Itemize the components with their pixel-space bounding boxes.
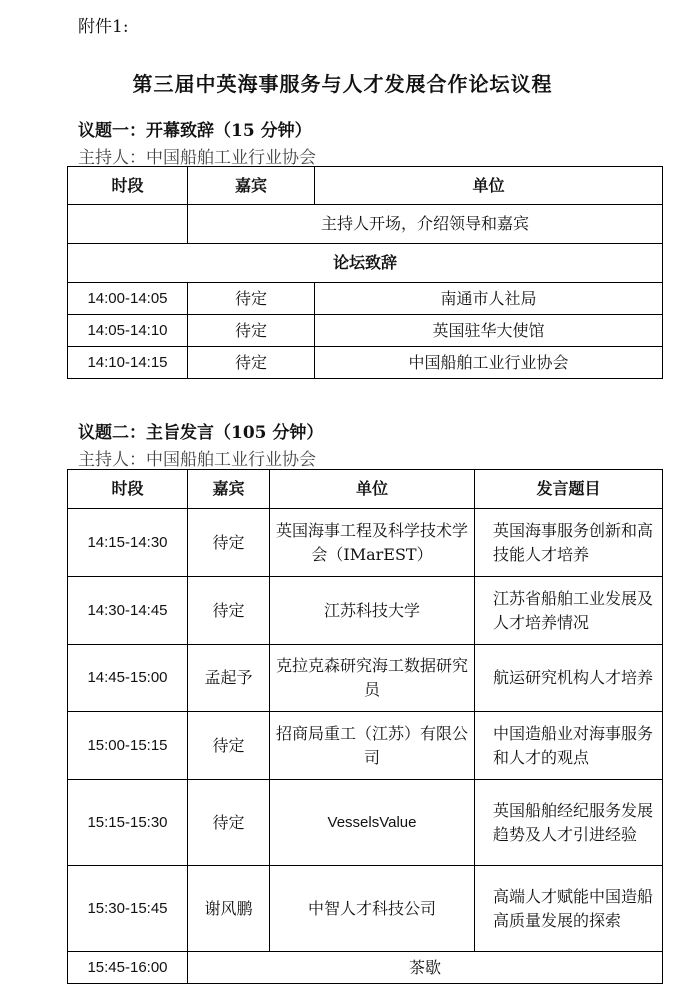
header-guest: 嘉宾	[188, 470, 270, 509]
attachment-label: 附件1:	[78, 17, 129, 37]
guest-cell: 孟起予	[188, 645, 270, 712]
table-row	[68, 712, 663, 780]
session1-host: 主持人：中国船舶工业行业协会	[78, 148, 316, 168]
table-row	[68, 315, 663, 347]
topic-cell: 英国海事服务创新和高技能人才培养	[475, 509, 663, 577]
table-row	[68, 509, 663, 577]
header-time: 时段	[68, 167, 188, 205]
table-row	[68, 645, 663, 712]
time-cell: 15:15-15:30	[68, 780, 188, 866]
guest-cell: 待定	[188, 347, 315, 379]
header-topic: 发言题目	[475, 470, 663, 509]
session2-host: 主持人：中国船舶工业行业协会	[78, 450, 316, 470]
header-org: 单位	[270, 470, 475, 509]
session2-table	[67, 469, 663, 984]
org-cell: 江苏科技大学	[270, 577, 475, 645]
section-row	[68, 244, 663, 283]
guest-cell: 待定	[188, 780, 270, 866]
header-guest: 嘉宾	[188, 167, 315, 205]
org-cell: VesselsValue	[270, 780, 475, 866]
table-row	[68, 283, 663, 315]
table-row	[68, 780, 663, 866]
session1-table	[67, 166, 663, 379]
guest-cell: 待定	[188, 283, 315, 315]
topic-cell: 江苏省船舶工业发展及人才培养情况	[475, 577, 663, 645]
guest-cell: 待定	[188, 509, 270, 577]
guest-cell: 谢风鹏	[188, 866, 270, 952]
page-title: 第三届中英海事服务与人才发展合作论坛议程	[132, 72, 553, 96]
topic-cell: 英国船舶经纪服务发展趋势及人才引进经验	[475, 780, 663, 866]
session1-heading: 议题一：开幕致辞（15 分钟）	[78, 121, 312, 141]
org-cell: 英国驻华大使馆	[315, 315, 663, 347]
section-label: 论坛致辞	[68, 244, 663, 283]
time-cell: 15:00-15:15	[68, 712, 188, 780]
guest-cell: 待定	[188, 577, 270, 645]
org-cell: 中智人才科技公司	[270, 866, 475, 952]
org-cell: 英国海事工程及科学技术学会（IMarEST）	[270, 509, 475, 577]
table-row	[68, 347, 663, 379]
time-cell: 14:30-14:45	[68, 577, 188, 645]
time-cell: 15:45-16:00	[68, 952, 188, 984]
time-cell: 14:15-14:30	[68, 509, 188, 577]
org-cell: 克拉克森研究海工数据研究员	[270, 645, 475, 712]
time-cell: 14:00-14:05	[68, 283, 188, 315]
table-row	[68, 866, 663, 952]
topic-cell: 航运研究机构人才培养	[475, 645, 663, 712]
guest-cell: 待定	[188, 712, 270, 780]
time-cell: 14:05-14:10	[68, 315, 188, 347]
topic-cell: 中国造船业对海事服务和人才的观点	[475, 712, 663, 780]
org-cell: 招商局重工（江苏）有限公司	[270, 712, 475, 780]
org-cell: 中国船舶工业行业协会	[315, 347, 663, 379]
time-cell: 14:45-15:00	[68, 645, 188, 712]
table-header-row	[68, 167, 663, 205]
empty-cell	[68, 205, 188, 244]
break-label: 茶歇	[188, 952, 663, 984]
org-cell: 南通市人社局	[315, 283, 663, 315]
time-cell: 14:10-14:15	[68, 347, 188, 379]
opening-text: 主持人开场，介绍领导和嘉宾	[188, 205, 663, 244]
session2-heading: 议题二：主旨发言（105 分钟）	[78, 423, 324, 443]
time-cell: 15:30-15:45	[68, 866, 188, 952]
header-time: 时段	[68, 470, 188, 509]
table-header-row	[68, 470, 663, 509]
topic-cell: 高端人才赋能中国造船高质量发展的探索	[475, 866, 663, 952]
opening-row	[68, 205, 663, 244]
table-row	[68, 577, 663, 645]
guest-cell: 待定	[188, 315, 315, 347]
break-row	[68, 952, 663, 984]
header-org: 单位	[315, 167, 663, 205]
